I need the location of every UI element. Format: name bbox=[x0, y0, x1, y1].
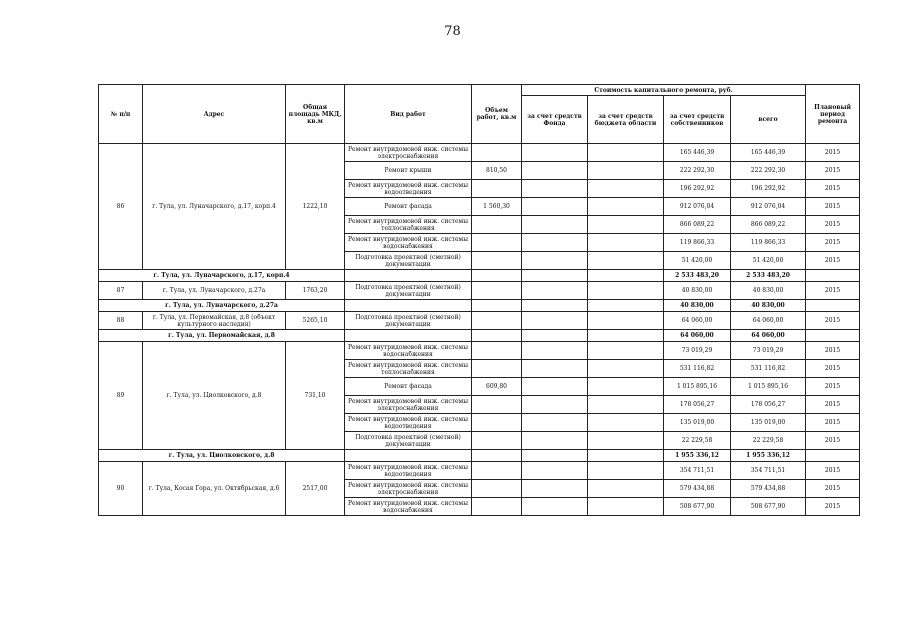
header-num: № п/п bbox=[99, 85, 143, 144]
table-row-total bbox=[99, 270, 860, 282]
table-body bbox=[99, 144, 860, 516]
row-region bbox=[588, 498, 664, 516]
total-region bbox=[588, 270, 664, 282]
row-work: Подготовка проектной (сметной) документации bbox=[345, 282, 472, 300]
row-fund bbox=[522, 396, 588, 414]
row-volume bbox=[472, 234, 522, 252]
header-period: Плановый период ремонта bbox=[806, 85, 860, 144]
header-cost-group: Стоимость капитального ремонта, руб. bbox=[522, 85, 806, 96]
row-work: Ремонт внутридомовой инж. системы электроснабжения bbox=[345, 144, 472, 162]
row-fund bbox=[522, 216, 588, 234]
row-num: 86 bbox=[99, 144, 143, 270]
row-work: Ремонт внутридомовой инж. системы водоотведения bbox=[345, 414, 472, 432]
table-row-total bbox=[99, 450, 860, 462]
row-owners: 508 677,90 bbox=[664, 498, 731, 516]
row-fund bbox=[522, 162, 588, 180]
row-owners: 22 229,58 bbox=[664, 432, 731, 450]
total-label: г. Тула, ул. Первомайская, д.8 bbox=[99, 330, 345, 342]
row-volume bbox=[472, 282, 522, 300]
total-total: 1 955 336,12 bbox=[731, 450, 806, 462]
row-volume bbox=[472, 360, 522, 378]
row-area: 1763,20 bbox=[286, 282, 345, 300]
total-fund bbox=[522, 270, 588, 282]
row-fund bbox=[522, 234, 588, 252]
row-region bbox=[588, 180, 664, 198]
row-work: Ремонт внутридомовой инж. системы водоотведения bbox=[345, 180, 472, 198]
row-fund bbox=[522, 414, 588, 432]
row-total: 119 866,33 bbox=[731, 234, 806, 252]
total-fund bbox=[522, 330, 588, 342]
table-row bbox=[99, 144, 860, 162]
row-volume bbox=[472, 144, 522, 162]
row-region bbox=[588, 378, 664, 396]
header-area: Общая площадь МКД, кв.м bbox=[286, 85, 345, 144]
row-address: г. Тула, Косая Гора, ул. Октябрьская, д.6 bbox=[143, 462, 286, 516]
row-work: Ремонт внутридомовой инж. системы теплоснабжения bbox=[345, 360, 472, 378]
row-area: 731,10 bbox=[286, 342, 345, 450]
row-period: 2015 bbox=[806, 198, 860, 216]
row-fund bbox=[522, 360, 588, 378]
total-period bbox=[806, 270, 860, 282]
row-volume bbox=[472, 480, 522, 498]
row-work: Ремонт внутридомовой инж. системы электроснабжения bbox=[345, 480, 472, 498]
row-region bbox=[588, 342, 664, 360]
row-owners: 912 076,04 bbox=[664, 198, 731, 216]
row-total: 579 434,88 bbox=[731, 480, 806, 498]
row-work: Подготовка проектной (сметной) документации bbox=[345, 312, 472, 330]
row-fund bbox=[522, 432, 588, 450]
header-fund: за счет средств Фонда bbox=[522, 96, 588, 144]
row-num: 89 bbox=[99, 342, 143, 450]
row-period: 2015 bbox=[806, 378, 860, 396]
row-total: 508 677,90 bbox=[731, 498, 806, 516]
row-num: 87 bbox=[99, 282, 143, 300]
header-work: Вид работ bbox=[345, 85, 472, 144]
total-total: 64 060,00 bbox=[731, 330, 806, 342]
row-period: 2015 bbox=[806, 462, 860, 480]
total-total: 40 830,00 bbox=[731, 300, 806, 312]
row-volume bbox=[472, 414, 522, 432]
table-row bbox=[99, 462, 860, 480]
total-period bbox=[806, 300, 860, 312]
row-period: 2015 bbox=[806, 342, 860, 360]
row-owners: 1 015 895,16 bbox=[664, 378, 731, 396]
row-volume bbox=[472, 312, 522, 330]
row-volume: 609,80 bbox=[472, 378, 522, 396]
row-volume: 1 560,30 bbox=[472, 198, 522, 216]
row-total: 22 229,58 bbox=[731, 432, 806, 450]
row-owners: 73 019,29 bbox=[664, 342, 731, 360]
table-row-total bbox=[99, 330, 860, 342]
row-owners: 51 420,00 bbox=[664, 252, 731, 270]
total-region bbox=[588, 300, 664, 312]
row-owners: 178 056,27 bbox=[664, 396, 731, 414]
row-work: Подготовка проектной (сметной) документации bbox=[345, 252, 472, 270]
row-period: 2015 bbox=[806, 414, 860, 432]
row-volume bbox=[472, 396, 522, 414]
row-area: 1222,10 bbox=[286, 144, 345, 270]
total-period bbox=[806, 450, 860, 462]
row-region bbox=[588, 462, 664, 480]
row-owners: 222 292,30 bbox=[664, 162, 731, 180]
row-region bbox=[588, 282, 664, 300]
row-fund bbox=[522, 282, 588, 300]
total-owners: 40 830,00 bbox=[664, 300, 731, 312]
row-owners: 119 866,33 bbox=[664, 234, 731, 252]
row-period: 2015 bbox=[806, 180, 860, 198]
total-volume bbox=[472, 330, 522, 342]
row-total: 64 060,00 bbox=[731, 312, 806, 330]
table-row-total bbox=[99, 300, 860, 312]
row-total: 40 830,00 bbox=[731, 282, 806, 300]
total-owners: 2 533 483,20 bbox=[664, 270, 731, 282]
row-work: Ремонт внутридомовой инж. системы теплоснабжения bbox=[345, 216, 472, 234]
row-owners: 165 446,39 bbox=[664, 144, 731, 162]
row-work: Ремонт внутридомовой инж. системы электроснабжения bbox=[345, 396, 472, 414]
row-work: Ремонт фасада bbox=[345, 198, 472, 216]
row-volume bbox=[472, 342, 522, 360]
row-address: г. Тула, ул. Луначарского, д.17, корп.4 bbox=[143, 144, 286, 270]
row-area: 5265,10 bbox=[286, 312, 345, 330]
page-number: 78 bbox=[444, 24, 461, 39]
row-total: 912 076,04 bbox=[731, 198, 806, 216]
row-period: 2015 bbox=[806, 144, 860, 162]
row-region bbox=[588, 414, 664, 432]
row-region bbox=[588, 396, 664, 414]
row-period: 2015 bbox=[806, 216, 860, 234]
row-area: 2517,00 bbox=[286, 462, 345, 516]
total-region bbox=[588, 330, 664, 342]
row-region bbox=[588, 360, 664, 378]
header-owners: за счет средств собственников bbox=[664, 96, 731, 144]
row-volume bbox=[472, 432, 522, 450]
row-region bbox=[588, 144, 664, 162]
row-work: Ремонт внутридомовой инж. системы водоотведения bbox=[345, 462, 472, 480]
row-owners: 579 434,88 bbox=[664, 480, 731, 498]
total-total: 2 533 483,20 bbox=[731, 270, 806, 282]
row-period: 2015 bbox=[806, 360, 860, 378]
row-fund bbox=[522, 462, 588, 480]
total-work bbox=[345, 450, 472, 462]
table-row bbox=[99, 282, 860, 300]
row-region bbox=[588, 480, 664, 498]
row-work: Ремонт внутридомовой инж. системы водоснабжения bbox=[345, 498, 472, 516]
row-work: Ремонт внутридомовой инж. системы водоснабжения bbox=[345, 342, 472, 360]
header-address: Адрес bbox=[143, 85, 286, 144]
total-volume bbox=[472, 300, 522, 312]
row-address: г. Тула, ул. Циолковского, д.8 bbox=[143, 342, 286, 450]
row-fund bbox=[522, 180, 588, 198]
total-volume bbox=[472, 450, 522, 462]
row-total: 866 089,22 bbox=[731, 216, 806, 234]
row-total: 165 446,39 bbox=[731, 144, 806, 162]
row-fund bbox=[522, 312, 588, 330]
row-total: 135 019,00 bbox=[731, 414, 806, 432]
total-volume bbox=[472, 270, 522, 282]
row-address: г. Тула, ул. Первомайская, д.8 (объект культурного наследия) bbox=[143, 312, 286, 330]
row-total: 73 019,29 bbox=[731, 342, 806, 360]
row-owners: 64 060,00 bbox=[664, 312, 731, 330]
row-owners: 196 292,92 bbox=[664, 180, 731, 198]
row-volume bbox=[472, 252, 522, 270]
row-fund bbox=[522, 378, 588, 396]
row-volume bbox=[472, 462, 522, 480]
row-num: 90 bbox=[99, 462, 143, 516]
row-fund bbox=[522, 498, 588, 516]
row-period: 2015 bbox=[806, 396, 860, 414]
table-header bbox=[99, 85, 860, 144]
header-total: всего bbox=[731, 96, 806, 144]
row-period: 2015 bbox=[806, 282, 860, 300]
row-work: Ремонт крыши bbox=[345, 162, 472, 180]
total-label: г. Тула, ул. Циолковского, д.8 bbox=[99, 450, 345, 462]
row-work: Ремонт фасада bbox=[345, 378, 472, 396]
header-region: за счет средств бюджета области bbox=[588, 96, 664, 144]
row-period: 2015 bbox=[806, 234, 860, 252]
row-total: 222 292,30 bbox=[731, 162, 806, 180]
row-region bbox=[588, 234, 664, 252]
total-fund bbox=[522, 450, 588, 462]
table-row bbox=[99, 312, 860, 330]
total-owners: 1 955 336,12 bbox=[664, 450, 731, 462]
row-owners: 866 089,22 bbox=[664, 216, 731, 234]
row-period: 2015 bbox=[806, 252, 860, 270]
row-volume bbox=[472, 180, 522, 198]
row-owners: 531 116,82 bbox=[664, 360, 731, 378]
row-period: 2015 bbox=[806, 432, 860, 450]
row-region bbox=[588, 198, 664, 216]
total-region bbox=[588, 450, 664, 462]
row-region bbox=[588, 252, 664, 270]
table-row bbox=[99, 342, 860, 360]
row-period: 2015 bbox=[806, 312, 860, 330]
row-work: Подготовка проектной (сметной) документации bbox=[345, 432, 472, 450]
row-region bbox=[588, 312, 664, 330]
row-period: 2015 bbox=[806, 480, 860, 498]
row-total: 531 116,82 bbox=[731, 360, 806, 378]
row-period: 2015 bbox=[806, 162, 860, 180]
row-volume: 810,50 bbox=[472, 162, 522, 180]
row-fund bbox=[522, 342, 588, 360]
row-region bbox=[588, 432, 664, 450]
row-fund bbox=[522, 144, 588, 162]
row-owners: 135 019,00 bbox=[664, 414, 731, 432]
total-work bbox=[345, 300, 472, 312]
row-fund bbox=[522, 480, 588, 498]
row-volume bbox=[472, 498, 522, 516]
repair-table bbox=[98, 84, 860, 516]
total-work bbox=[345, 330, 472, 342]
row-region bbox=[588, 162, 664, 180]
row-period: 2015 bbox=[806, 498, 860, 516]
row-address: г. Тула, ул. Луначарского, д.27а bbox=[143, 282, 286, 300]
row-total: 178 056,27 bbox=[731, 396, 806, 414]
total-work bbox=[345, 270, 472, 282]
row-region bbox=[588, 216, 664, 234]
row-total: 51 420,00 bbox=[731, 252, 806, 270]
total-owners: 64 060,00 bbox=[664, 330, 731, 342]
row-owners: 40 830,00 bbox=[664, 282, 731, 300]
row-owners: 354 711,51 bbox=[664, 462, 731, 480]
row-volume bbox=[472, 216, 522, 234]
row-fund bbox=[522, 198, 588, 216]
row-fund bbox=[522, 252, 588, 270]
row-num: 88 bbox=[99, 312, 143, 330]
total-label: г. Тула, ул. Луначарского, д.27а bbox=[99, 300, 345, 312]
total-period bbox=[806, 330, 860, 342]
row-work: Ремонт внутридомовой инж. системы водоснабжения bbox=[345, 234, 472, 252]
row-total: 1 015 895,16 bbox=[731, 378, 806, 396]
total-label: г. Тула, ул. Луначарского, д.17, корп.4 bbox=[99, 270, 345, 282]
header-volume: Объем работ, кв.м bbox=[472, 85, 522, 144]
total-fund bbox=[522, 300, 588, 312]
row-total: 354 711,51 bbox=[731, 462, 806, 480]
row-total: 196 292,92 bbox=[731, 180, 806, 198]
